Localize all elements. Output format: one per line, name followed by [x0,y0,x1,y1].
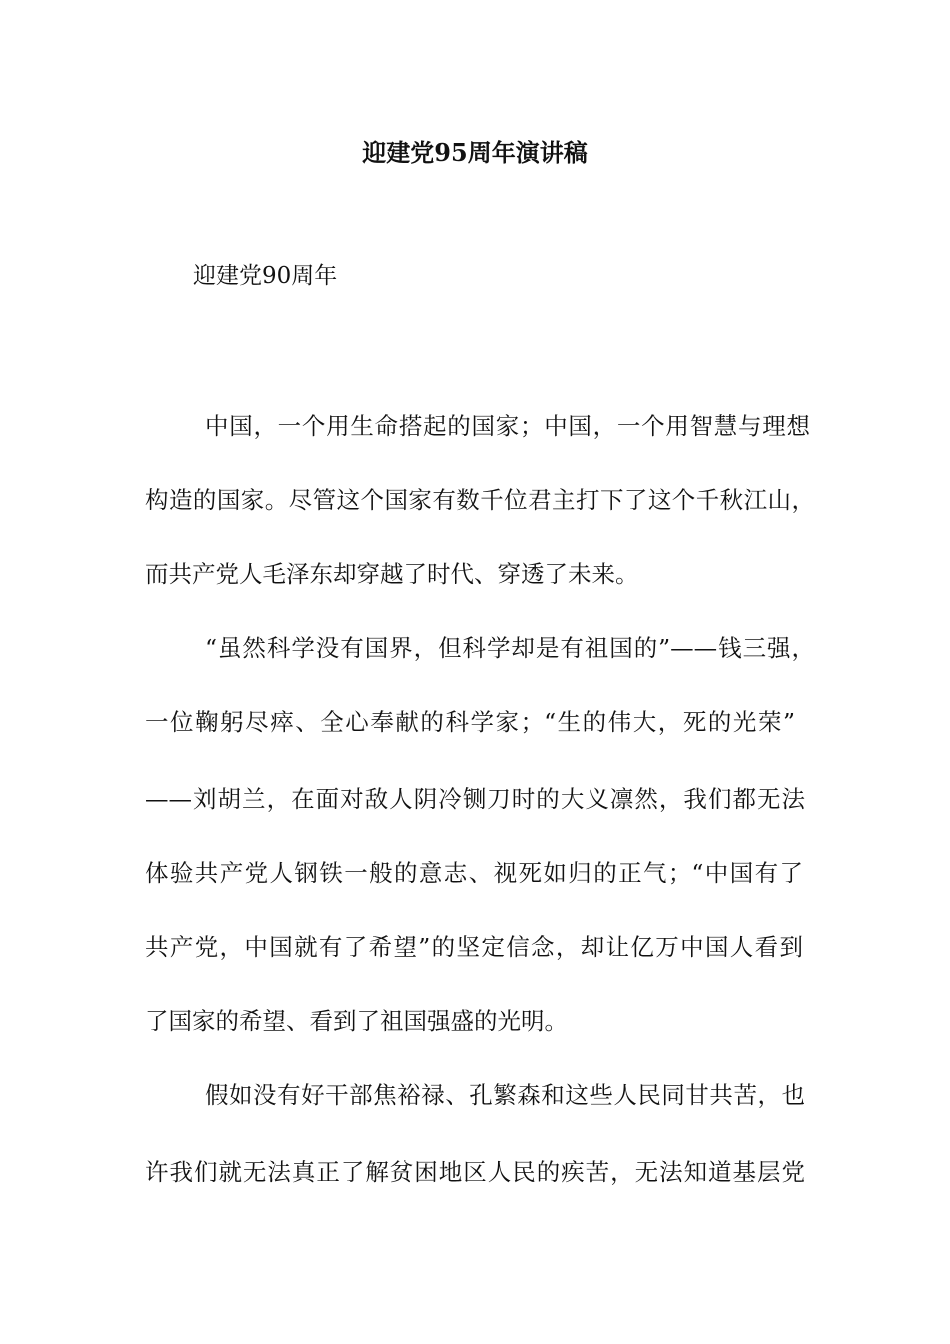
paragraph-line: 共产党，中国就有了希望”的坚定信念，却让亿万中国人看到 [145,933,803,961]
document-subtitle: 迎建党90周年 [193,263,338,289]
paragraph-line: 许我们就无法真正了解贫困地区人民的疾苦，无法知道基层党 [145,1158,805,1186]
paragraph-line: 中国，一个用生命搭起的国家；中国，一个用智慧与理想 [205,412,810,440]
document-title: 迎建党95周年演讲稿 [362,138,588,167]
paragraph-line: 假如没有好干部焦裕禄、孔繁森和这些人民同甘共苦，也 [205,1081,805,1109]
paragraph-line: 构造的国家。尽管这个国家有数千位君主打下了这个千秋江山， [145,486,815,514]
paragraph-line: ——刘胡兰，在面对敌人阴冷铡刀时的大义凛然，我们都无法 [145,785,805,813]
paragraph-line: “虽然科学没有国界，但科学却是有祖国的”——钱三强， [205,634,815,662]
paragraph-line: 一位鞠躬尽瘁、全心奉献的科学家；“生的伟大，死的光荣” [145,708,795,736]
paragraph-line: 体验共产党人钢铁一般的意志、视死如归的正气；“中国有了 [145,859,803,887]
paragraph-line: 而共产党人毛泽东却穿越了时代、穿透了未来。 [145,560,639,588]
paragraph-line: 了国家的希望、看到了祖国强盛的光明。 [145,1007,568,1035]
